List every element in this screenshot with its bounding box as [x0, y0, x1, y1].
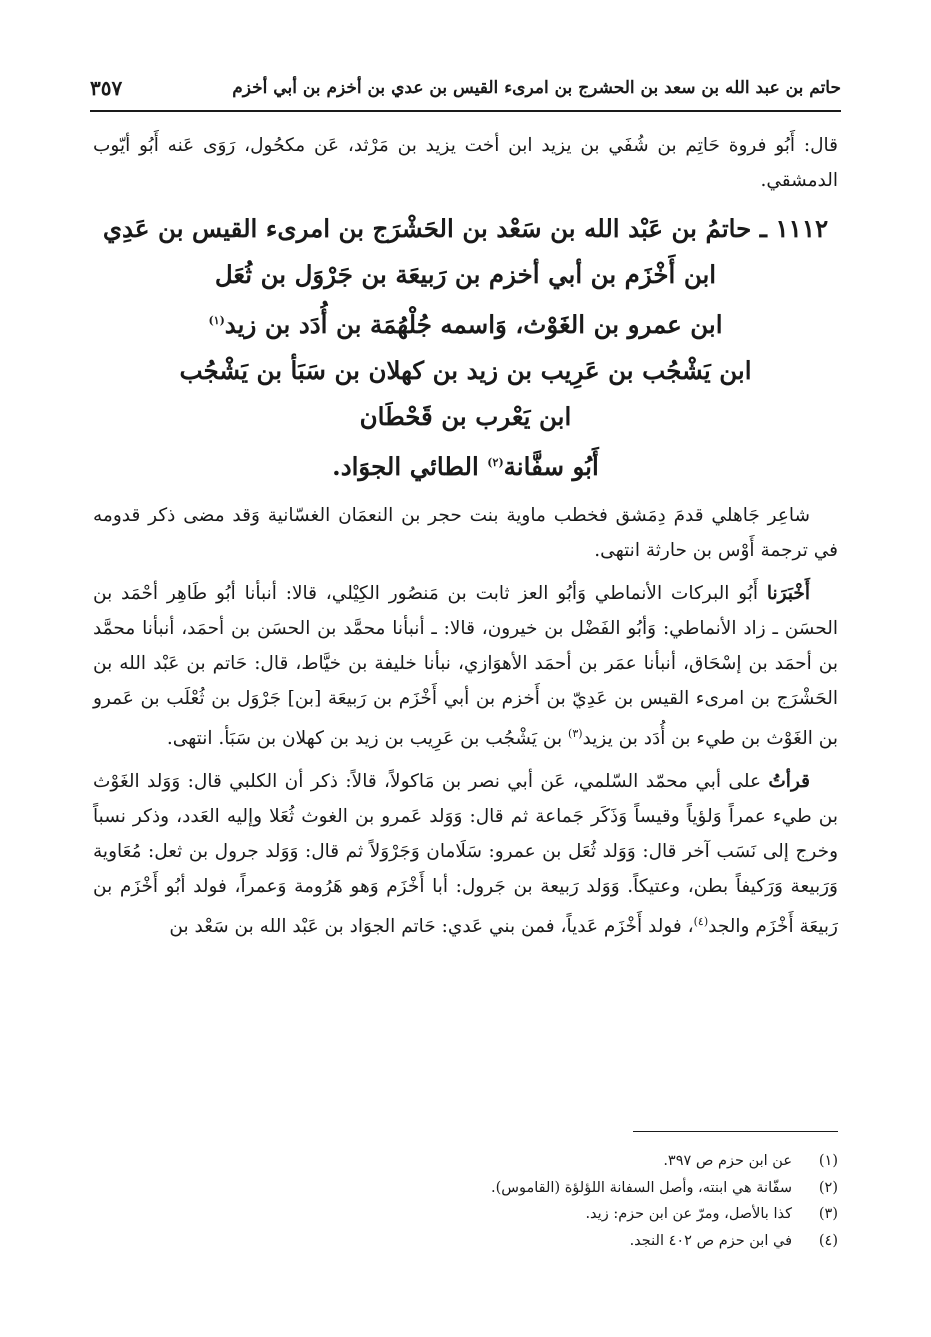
paragraph-3-text-b: بن يَشْجُب بن عَرِيب بن زيد بن كهلان بن سَبَأ. انتهى. [166, 728, 569, 750]
footnote-2 [93, 1175, 838, 1202]
running-head [90, 66, 841, 110]
footnote-ref-2[interactable]: (٢) [487, 456, 504, 470]
entry-number: ١١١٢ [775, 214, 829, 243]
footnote-mark: (٢) [818, 1179, 838, 1196]
paragraph-1: قال: أَبُو فروة حَاتِم بن شُفَي بن يزيد ابن أخت يزيد بن مَرْثد، عَن مكحُول، رَوَى عَنه أَبُو أيّوب الدمشقي. [93, 135, 838, 191]
paragraph-4 [93, 764, 838, 944]
paragraph-2: شاعِر جَاهلي قدمَ دِمَشق فخطب ماوية بنت حجر بن النعمَان الغسّانية وَقد مضى ذكر قدومه في ترجمة أَوْس بن حارثة انتهى. [93, 505, 838, 562]
footnote-mark: (١) [818, 1153, 838, 1169]
entry-line-6 [93, 440, 838, 490]
running-title: حاتم بن عبد الله بن سعد بن الحشرج بن امرىء القيس بن عدي بن أخزم بن أبي أخزم [232, 78, 841, 98]
footnote-ref-4[interactable]: (٤) [693, 915, 709, 929]
footnote-mark: (٤) [818, 1232, 838, 1249]
main-text [93, 128, 838, 945]
entry-line-3 [93, 298, 838, 348]
footnote-text: كذا بالأصل، ومرّ عن ابن حزم: زيد. [585, 1206, 792, 1222]
footnote-text: عن ابن حزم ص ٣٩٧. [663, 1153, 792, 1169]
paragraph-3-lead: أَخْبَرَنا [766, 583, 810, 605]
footnote-1 [93, 1148, 838, 1175]
footnote-4 [93, 1228, 838, 1255]
footnote-text: في ابن حزم ص ٤٠٢ النجد. [629, 1232, 792, 1249]
entry-heading [93, 206, 838, 490]
footnotes [93, 1148, 838, 1254]
paragraph-4-text-a: على أبي محمّد السّلمي، عَن أبي نصر بن مَاكولاً، قالاً: ذكر أن الكلبي قال: وَوَلد الغَوْث بن طيء عمراً وَلؤياً وقيساً وَذَكَر جَماعة ثم قال: وَوَلد عَمرو بن الغوث ثُعَلا وإليه العَدد، وذكر نسباً وخرج إلى نَسَب آخر قال: وَوَلد ثُعَل بن عمرو: سَلَامان وَجَرْوَلاً ثم قال: وَوَلد جرول بن ثعل: مُعَاوية وَرَبيعة وَرَكيفاً بطن، وعتيكاً. وَوَلد رَبيعة بن جَرول: أبا أَخْزَم وَهو هَرُومة وَعمراً، فولد أبُو أَخْزَم بن رَبيعَة أَخْزَم والجد [93, 771, 838, 938]
entry-line-2: ابن أَخْزَم بن أبي أخزم بن رَبيعَة بن جَرْوَل بن ثُعَل [214, 260, 717, 289]
entry-line-5: ابن يَعْرب بن قَحْطَان [359, 402, 572, 432]
entry-line-3-text: ابن عمرو بن الغَوْث، وَاسمه جُلْهُمَة بن أُدَد بن زيد [224, 310, 723, 340]
paragraph-3-text-a: أَبُو البركات الأنماطي وَأبُو العز ثابت بن مَنصُور الكِيْلي، قالا: أنبأنا أبُو طَاهِر أحْمَد بن الحسَن ـ زاد الأنماطي: وَأبُو الفَضْل بن خيرون، قالا: ـ أنبأنا محمَّد بن الحسَن بن أحمَد، أنبأنا محمَّد بن أحمَد بن إسْحَاق، أنبأنا عمَر بن أحمَد الأهوَازي، نبأنا خليفة بن خيَّاط، قال: حَاتم بن عَبْد الله بن الحَشْرَج بن امرىء القيس بن عَدِيّ بن أَخزم بن أبي أَخْزَم بن رَبيعَة [بن] جَرْوَل بن ثُعْلَب بن عَمرو بن الغَوْث بن طيء بن أُدَد بن يزيد [93, 583, 838, 750]
footnote-mark: (٣) [818, 1206, 838, 1222]
header-rule [90, 110, 841, 112]
paragraph-4-lead: قرأتُ [768, 771, 810, 793]
entry-nisba: الطائي الجوَاد. [332, 452, 488, 482]
entry-line-4: ابن يَشْجُب بن عَرِيب بن زيد بن كهلان بن سَبَأ بن يَشْجُب [179, 356, 752, 386]
footnote-ref-3[interactable]: (٣) [568, 727, 583, 741]
footnote-text: سفّانة هي ابنته، وأصل السفانة اللؤلؤة (القاموس). [491, 1179, 792, 1196]
footnote-ref-1[interactable]: (١) [208, 314, 225, 327]
footnote-rule [633, 1131, 838, 1132]
paragraph-3 [93, 576, 838, 756]
page-number: ٣٥٧ [90, 76, 123, 100]
footnote-3 [93, 1201, 838, 1228]
entry-line-1 [93, 206, 838, 252]
entry-kunya: أَبُو سفَّانة [503, 452, 599, 482]
paragraph-4-text-b: ، فولد أَخْزَم عَدياً، فمن بني عَدي: حَاتم الجوَاد بن عَبْد الله بن سَعْد بن [169, 916, 694, 938]
entry-line-1-text: ـ حاتمُ بن عَبْد الله بن سَعْد بن الحَشْرَج بن امرىء القيس بن عَدِي [102, 214, 767, 243]
